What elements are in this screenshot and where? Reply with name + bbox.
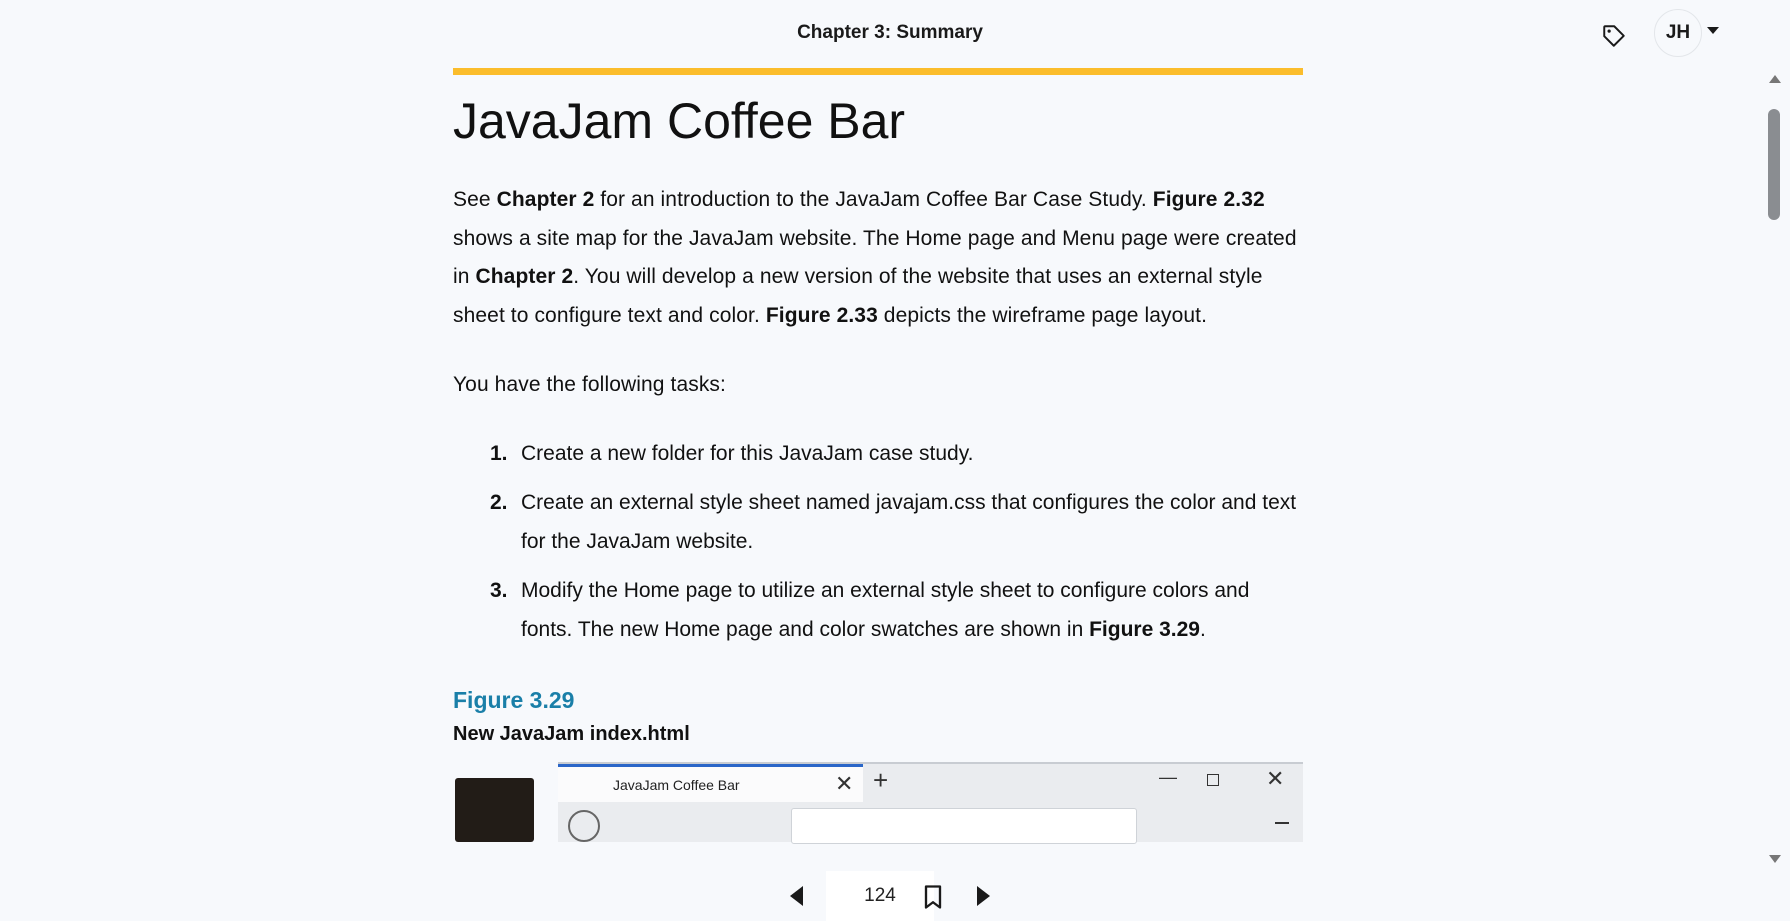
task-number: 2. [490,491,508,514]
vertical-scrollbar[interactable] [1764,68,1786,871]
next-page-icon [976,885,992,907]
text-run: See [453,188,497,211]
bookmark-button[interactable] [919,883,947,911]
accent-bar [453,68,1303,75]
bold-reference: Figure 3.29 [1089,617,1200,641]
text-run: Create an external style sheet named javajam.css that configures the color and text for the JavaJam website. [521,491,1297,553]
minimize-icon: — [1159,767,1177,787]
browser-tab [558,764,863,802]
bookmark-icon [919,883,947,911]
bold-reference: Chapter 2 [475,265,574,288]
chapter-title: Chapter 3: Summary [797,22,983,43]
text-run: shows a site map for the JavaJam website. The Home page and Menu page were created in [453,226,1297,288]
bold-reference: Figure 2.33 [765,303,878,327]
user-avatar[interactable]: JH [1654,9,1702,57]
menu-icon [1275,822,1289,824]
tag-icon [1601,23,1627,49]
bold-reference: Figure 2.32 [1152,188,1265,211]
top-header [0,0,1790,68]
intro-paragraph [453,181,1303,335]
article-heading: JavaJam Coffee Bar [453,93,906,149]
window-close-icon: ✕ [1266,766,1285,791]
tasks-intro: You have the following tasks: [453,373,726,396]
page-navigation [0,871,1790,921]
close-icon: ✕ [835,771,854,796]
scroll-up-icon[interactable] [1769,75,1781,83]
text-run: Create a new folder for this JavaJam case study. [521,441,974,465]
figure-caption: New JavaJam index.html [453,723,690,745]
page-number[interactable]: 124 [826,871,934,921]
prev-page-icon [788,885,804,907]
prev-page-button[interactable] [785,883,807,909]
scroll-down-icon[interactable] [1769,855,1781,863]
text-run: depicts the wireframe page layout. [877,303,1208,327]
address-bar [791,808,1137,844]
task-item [491,572,1303,649]
article-content [453,68,1303,842]
task-item [491,484,1303,561]
text-run: Modify the Home page to utilize an external style sheet to configure colors and fonts. The new Home page and color swatches are shown in [521,579,1250,641]
task-number: 3. [490,579,508,602]
figure-side-panel [453,762,557,842]
plus-icon: + [873,765,889,795]
text-run: for an introduction to the JavaJam Coffee Bar Case Study. [594,188,1153,211]
browser-tab-title: JavaJam Coffee Bar [613,777,740,793]
figure-image[interactable] [453,762,1303,842]
text-run: . You will develop a new version of the website that uses an external style sheet to configure text and color. [453,265,1263,327]
bold-reference: Chapter 2 [496,188,595,211]
maximize-icon [1207,774,1219,786]
browser-window-screenshot [558,762,1303,842]
back-icon [568,810,600,842]
task-item [491,435,1303,474]
next-page-button[interactable] [973,883,995,909]
caret-down-icon[interactable] [1707,27,1719,34]
figure-dark-block [455,778,534,842]
task-list [453,435,1303,650]
reading-pane [0,68,1764,871]
scroll-thumb[interactable] [1768,109,1780,220]
figure-label[interactable]: Figure 3.29 [453,687,575,713]
task-number: 1. [490,441,508,465]
text-run: . [1200,617,1206,641]
tag-button[interactable] [1598,20,1630,52]
